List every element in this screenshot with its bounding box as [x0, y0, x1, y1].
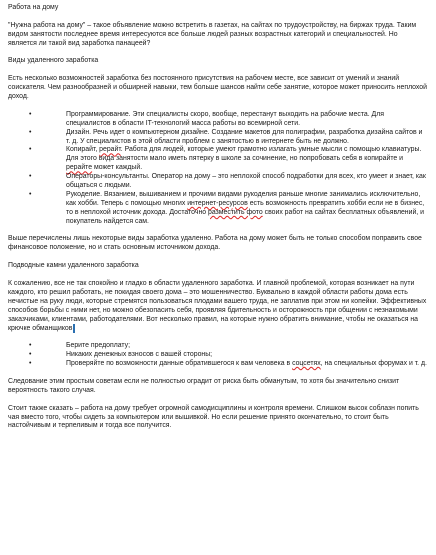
closing-paragraph-1: Следование этим простым советам если не полностью оградит от риска быть обманутым, то хотя бы значительно снизит вероятность такого случая. [8, 377, 400, 394]
spellcheck-word: рерайте [66, 164, 93, 172]
spellcheck-word: рерайт [99, 146, 121, 154]
document-title: Работа на дому [8, 4, 59, 11]
intro-paragraph: "Нужна работа на дому" – такое объявление можно встретить в газетах, на сайтах по трудоустройству, на биржах труда. Таким видом занятости последнее время интересуются все больше людей разных возрастных категорий и специальностей. Но является ли такой вид заработка панацеей? [8, 21, 417, 47]
types-intro-paragraph: Есть несколько возможностей заработка без постоянного присутствия на рабочем месте, все зависит от умений и знаний соискателя. Чем разнообразней и обширней навыки, тем больше шансов найти себе занятие, которое может приносить неплохой доход. [8, 75, 427, 101]
list-item: • Проверяйте по возможности данные обратившегося к вам человека в соцсетях, на специальных форумах и т. д. [8, 360, 427, 369]
list-item: • Рукоделие. Вязанием, вышиванием и прочими видами рукоделия раньше многие занимались исключительно, как хобби. Теперь с помощью многих интернет-ресурсов есть возможность превратить хобби если не в бизнес, то в неплохой источник дохода. Достаточно разместить фото своих работ на сайтах бесплатных объявлений, и покупатель найдется сам. [8, 191, 427, 227]
job-types-list [8, 111, 427, 227]
rules-list [8, 342, 427, 369]
list-item: • Берите предоплату; [8, 342, 427, 351]
list-item: • Дизайн. Речь идет о компьютерном дизайне. Создание макетов для полиграфии, разработка дизайна сайтов и т. д. У специалистов в этой области проблем с занятостью в интернете быть не должно. [8, 129, 427, 147]
types-outro-paragraph: Выше перечислены лишь некоторые виды заработка удаленно. Работа на дому может быть не только способом поправить свое финансовое положение, но и стать основным источником дохода. [8, 235, 422, 252]
section-heading-pitfalls: Подводные камни удаленного заработка [8, 262, 139, 270]
section-heading-types: Виды удаленного заработка [8, 57, 99, 65]
closing-paragraph-2: Стоит также сказать – работа на дому требует огромной самодисциплины и контроля времени. Слишком высок соблазн попить чая вместо того, чтобы сидеть за компьютером или вышивкой. Но если решение принято окончательно, то стоит быть настойчивым и терпеливым и тогда все получится. [8, 404, 419, 430]
list-item: • Никаких денежных взносов с вашей стороны; [8, 351, 427, 360]
list-item: • Программирование. Эти специалисты скоро, вообще, перестанут выходить на рабочие места. Для специалистов в области IT-технологий масса работы во всемирной сети. [8, 111, 427, 129]
spellcheck-word: соцсетях [292, 360, 321, 368]
pitfalls-paragraph: К сожалению, все не так спокойно и гладко в области удаленного заработка. И главной проблемой, которая возникает на пути каждого, кто решил работать, не покидая своего дома – это мошенничество. Буквально в каждой области работы дома есть нечистые на руку люди, которые стремятся пользоваться плодами вашего труда, не заплатив при этом ни копейки. Эффективных способов борьбы с ними нет, но можно обезопасить себя, проявляя бдительность и осторожность при общении с незнакомыми заказчиками, клиентами, работодателями. Вот несколько правил, на которые нужно обратить внимание, чтобы не оказаться на крючке обманщиков: [8, 279, 427, 332]
list-item: • Копирайт, рерайт. Работа для людей, которые умеют грамотно излагать умные мысли с помощью клавиатуры. Для этого вида занятости мало иметь пятерку в школе за сочинение, но попробовать себя в копирайте и рерайте может каждый. [8, 146, 427, 173]
spellcheck-word: разместить фото [208, 208, 263, 216]
spellcheck-word: интернет-ресурсов [187, 199, 248, 207]
list-item: • Операторы-консультанты. Оператор на дому – это неплохой способ подработки для всех, кто умеет и знает, как общаться с людьми. [8, 173, 427, 191]
